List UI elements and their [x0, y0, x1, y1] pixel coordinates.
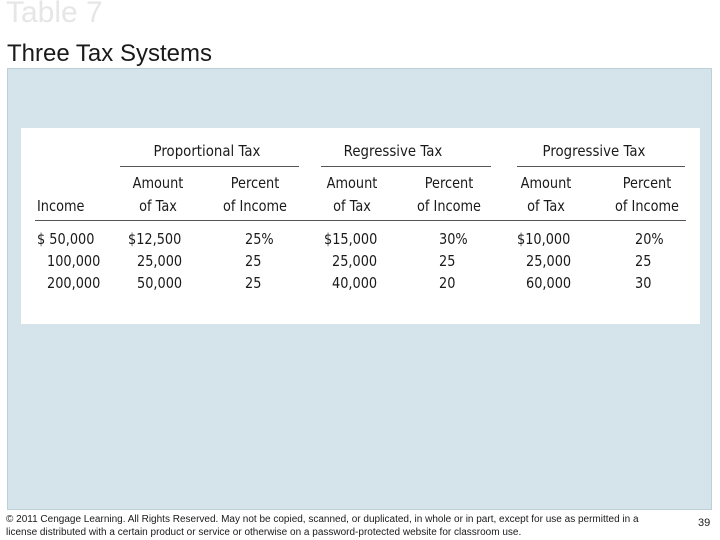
cell-prop-percent: 25: [245, 252, 262, 270]
col-header-percent: Percent: [622, 174, 672, 192]
cell-reg-amount: $15,000: [324, 230, 378, 248]
cell-prog-amount: $10,000: [517, 230, 571, 248]
slide-title: Table 7: [6, 0, 103, 29]
cell-prop-amount: 50,000: [137, 274, 183, 292]
header-rule: [35, 220, 686, 221]
col-header-income: Income: [37, 197, 85, 215]
col-header-amount-sub: of Tax: [527, 197, 565, 215]
cell-reg-percent: 25: [439, 252, 456, 270]
page-number: 39: [698, 517, 711, 529]
cell-prog-amount: 60,000: [526, 274, 572, 292]
col-header-amount: Amount: [326, 174, 378, 192]
cell-reg-percent: 20: [439, 274, 456, 292]
group-header-progressive: Progressive Tax: [542, 142, 646, 160]
col-header-percent-sub: of Income: [416, 197, 481, 215]
col-header-amount: Amount: [132, 174, 184, 192]
cell-prog-percent: 25: [635, 252, 652, 270]
cell-prop-amount: 25,000: [137, 252, 183, 270]
cell-prog-percent: 30: [635, 274, 652, 292]
cell-prop-percent: 25: [245, 274, 262, 292]
cell-prop-amount: $12,500: [128, 230, 182, 248]
cell-reg-percent: 30%: [439, 230, 468, 248]
cell-prog-amount: 25,000: [526, 252, 572, 270]
cell-income: 100,000: [47, 252, 101, 270]
group-rule-regressive: [321, 166, 491, 167]
tax-systems-table: [21, 128, 700, 324]
col-header-percent-sub: of Income: [222, 197, 287, 215]
col-header-percent: Percent: [230, 174, 280, 192]
cell-income: $ 50,000: [37, 230, 95, 248]
group-rule-proportional: [120, 166, 299, 167]
cell-reg-amount: 40,000: [332, 274, 378, 292]
slide-subtitle: Three Tax Systems: [7, 40, 212, 67]
cell-prop-percent: 25%: [245, 230, 274, 248]
group-rule-progressive: [517, 166, 685, 167]
col-header-amount: Amount: [520, 174, 572, 192]
col-header-amount-sub: of Tax: [139, 197, 177, 215]
col-header-amount-sub: of Tax: [333, 197, 371, 215]
col-header-percent-sub: of Income: [614, 197, 679, 215]
group-header-regressive: Regressive Tax: [343, 142, 443, 160]
col-header-percent: Percent: [424, 174, 474, 192]
copyright-footer: © 2011 Cengage Learning. All Rights Reserved. May not be copied, scanned, or duplicated, in whole or in part, except for use as permitted in a license distributed with a certain product or service or otherwise on a password-protected website for classroom use.: [6, 514, 639, 538]
cell-prog-percent: 20%: [635, 230, 664, 248]
group-header-proportional: Proportional Tax: [153, 142, 261, 160]
cell-income: 200,000: [47, 274, 101, 292]
cell-reg-amount: 25,000: [332, 252, 378, 270]
